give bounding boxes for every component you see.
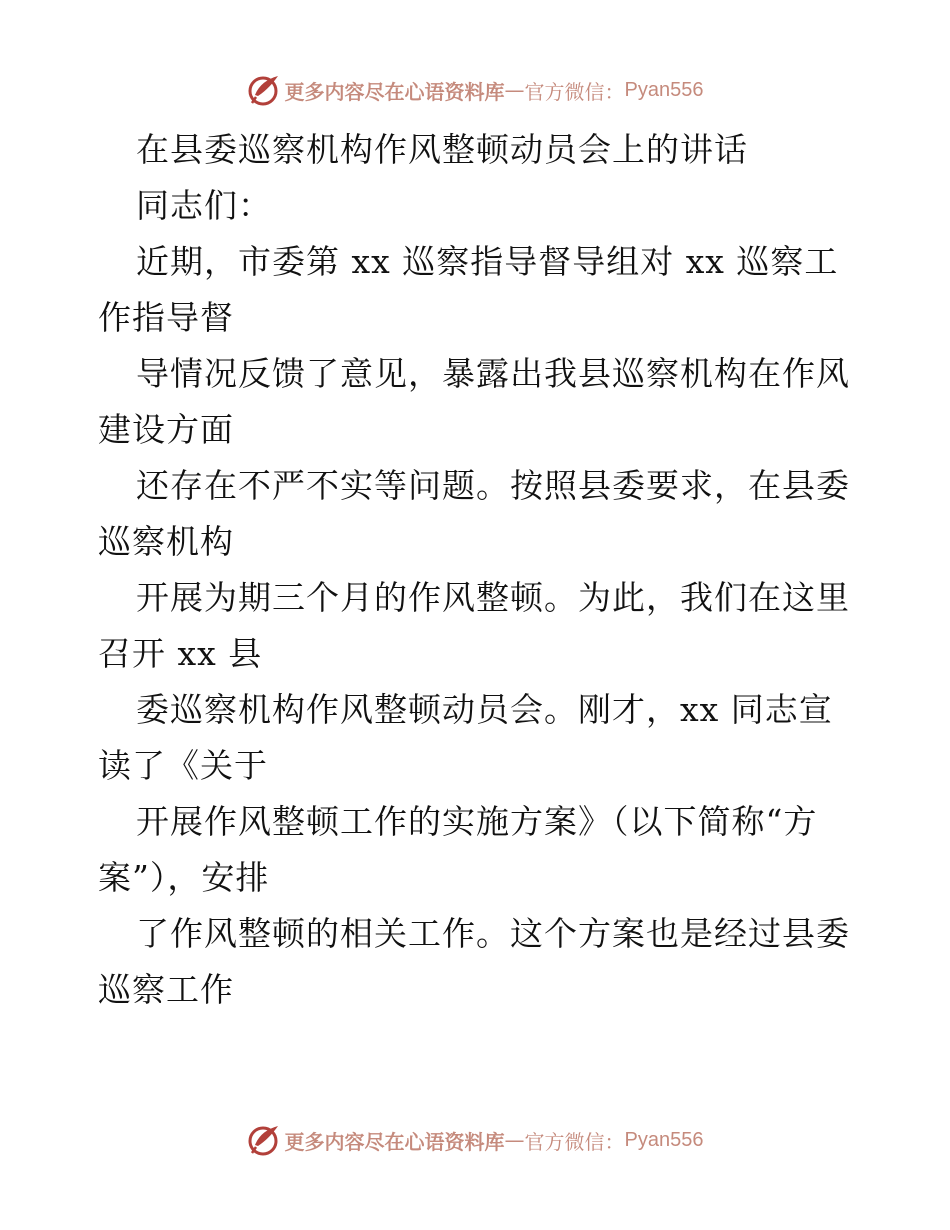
footer-banner — [0, 1120, 950, 1160]
paragraph-line: 开展作风整顿工作的实施方案》（以下简称“方 — [136, 802, 818, 841]
paragraph-line: 巡察机构 — [98, 522, 234, 561]
footer-separator: — — [504, 1128, 525, 1152]
header-promo-text: 更多内容尽在心语资料库 — [284, 79, 505, 104]
paragraph-line: 开展为期三个月的作风整顿。为此，我们在这里 — [136, 578, 850, 617]
salutation: 同志们： — [136, 186, 272, 225]
paragraph-line: 读了《关于 — [98, 746, 268, 785]
header-separator: — — [504, 78, 525, 102]
header-wechat-label: 官方微信： — [524, 79, 625, 104]
quill-pen-logo-icon — [247, 1123, 281, 1157]
paragraph-line: 了作风整顿的相关工作。这个方案也是经过县委 — [136, 914, 850, 953]
document-body — [98, 122, 854, 1018]
paragraph-line: 建设方面 — [98, 410, 234, 449]
paragraph-line: 导情况反馈了意见，暴露出我县巡察机构在作风 — [136, 354, 850, 393]
header-banner — [0, 70, 950, 110]
paragraph-line: 近期，市委第 xx 巡察指导督导组对 xx 巡察工 — [136, 242, 839, 281]
paragraph-line: 巡察工作 — [98, 970, 234, 1009]
footer-wechat-id: Pyan556 — [624, 1128, 704, 1151]
paragraph-line: 委巡察机构作风整顿动员会。刚才，xx 同志宣 — [136, 690, 833, 729]
header-wechat-id: Pyan556 — [624, 78, 704, 101]
footer-promo-text: 更多内容尽在心语资料库 — [284, 1129, 505, 1154]
document-title: 在县委巡察机构作风整顿动员会上的讲话 — [136, 130, 748, 169]
quill-pen-logo-icon — [247, 73, 281, 107]
footer-wechat-label: 官方微信： — [524, 1129, 625, 1154]
paragraph-line: 召开 xx 县 — [98, 634, 263, 673]
paragraph-line: 作指导督 — [98, 298, 234, 337]
paragraph-line: 还存在不严不实等问题。按照县委要求，在县委 — [136, 466, 850, 505]
paragraph-line: 案”），安排 — [98, 858, 270, 897]
